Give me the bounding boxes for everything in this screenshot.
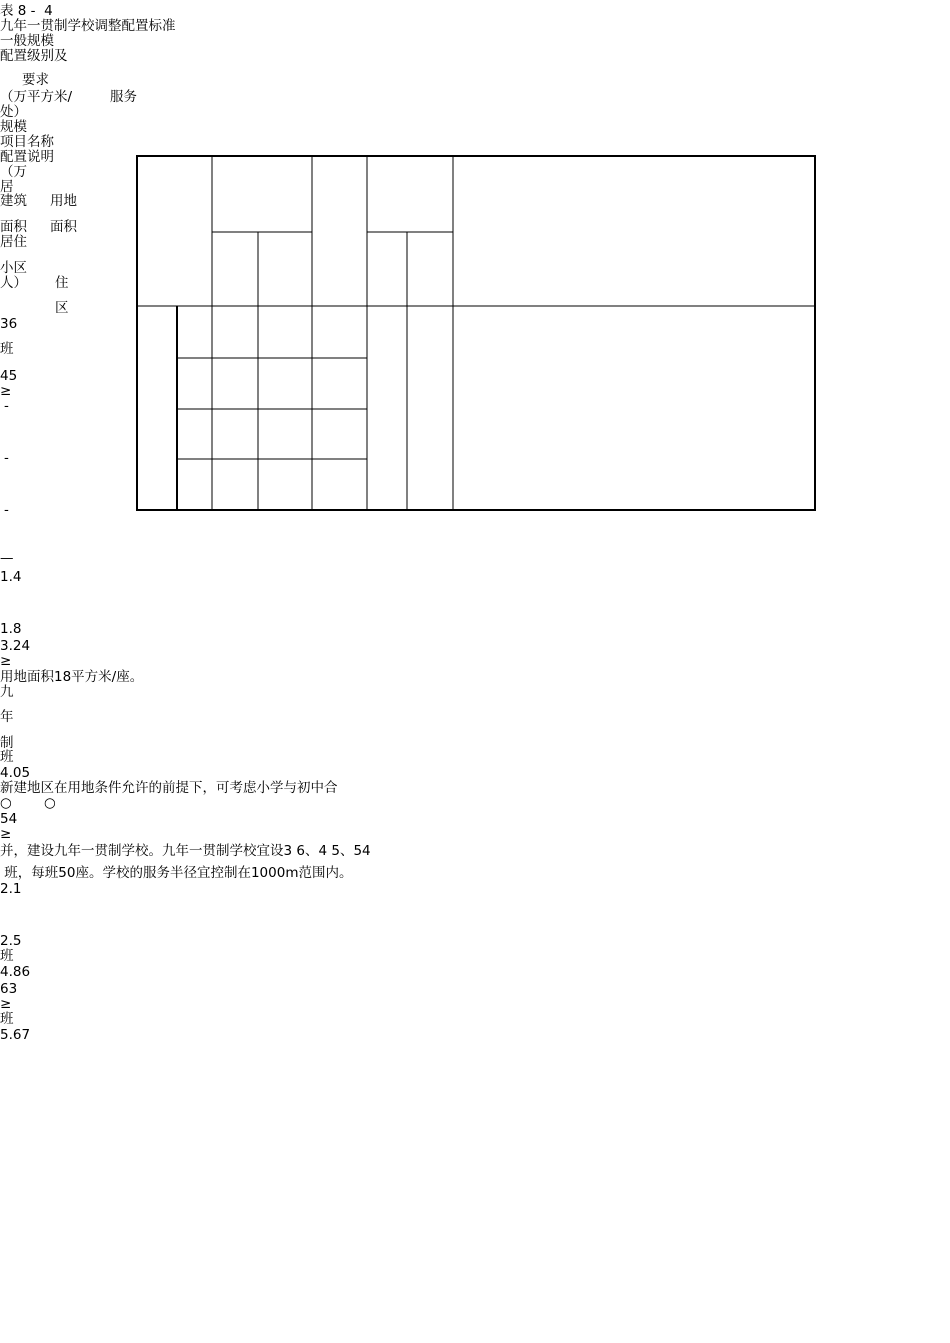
text-fragment: 面积	[0, 219, 27, 235]
text-fragment: 班	[0, 341, 14, 357]
text-fragment: 4.86	[0, 964, 31, 980]
text-fragment: 用地	[50, 193, 77, 209]
text-fragment: 人）	[0, 275, 27, 291]
text-fragment: 处）	[0, 104, 27, 120]
text-fragment: ≥	[0, 383, 12, 399]
text-fragment: 班	[0, 948, 14, 964]
text-fragment: 服务	[110, 89, 137, 105]
text-fragment: 班	[0, 749, 14, 765]
text-fragment: 居住	[0, 234, 27, 250]
text-fragment: 住	[55, 275, 69, 291]
text-fragment: 63	[0, 981, 18, 997]
text-fragment: 项目名称	[0, 134, 54, 150]
text-fragment: 配置级别及	[0, 48, 68, 64]
text-fragment: 1.4	[0, 569, 22, 585]
text-fragment: 54	[0, 811, 18, 827]
text-fragment: ○	[44, 795, 56, 811]
text-fragment: ≥	[0, 826, 12, 842]
text-fragment: 区	[55, 300, 69, 316]
text-fragment: （万平方米/	[0, 89, 73, 105]
text-fragment: —	[0, 550, 14, 566]
text-fragment: 36	[0, 316, 18, 332]
text-fragment: 并，建设九年一贯制学校。九年一贯制学校宜设3 6、4 5、54	[0, 843, 371, 859]
text-fragment: ≥	[0, 653, 12, 669]
text-fragment: 1.8	[0, 621, 22, 637]
table-number: 表 8 - 4	[0, 3, 53, 19]
text-fragment: （万	[0, 164, 27, 180]
text-fragment: 4.05	[0, 765, 31, 781]
text-fragment: -	[4, 450, 9, 466]
text-fragment: 5.67	[0, 1027, 31, 1043]
text-fragment: 居	[0, 179, 14, 195]
text-fragment: 45	[0, 368, 18, 384]
text-fragment: 九	[0, 684, 14, 700]
text-fragment: -	[4, 502, 9, 518]
text-fragment: 用地面积18平方米/座。	[0, 669, 144, 685]
text-fragment: 班，每班50座。学校的服务半径宜控制在1000m范围内。	[0, 865, 353, 881]
text-fragment: 要求	[22, 72, 49, 88]
text-fragment: 建筑	[0, 193, 27, 209]
text-fragment: 班	[0, 1011, 14, 1027]
text-fragment: 新建地区在用地条件允许的前提下，可考虑小学与初中合	[0, 780, 338, 796]
text-fragment: -	[4, 398, 9, 414]
text-fragment: 年	[0, 709, 14, 725]
text-fragment: 一般规模	[0, 33, 54, 49]
text-fragment: 面积	[50, 219, 77, 235]
text-fragment: 制	[0, 735, 14, 751]
text-fragment: ○	[0, 795, 12, 811]
text-fragment: 3.24	[0, 638, 31, 654]
text-fragment: 小区	[0, 260, 27, 276]
text-fragment: 2.5	[0, 933, 22, 949]
text-fragment: ≥	[0, 996, 12, 1012]
text-fragment: 规模	[0, 119, 27, 135]
text-fragment: 配置说明	[0, 149, 54, 165]
text-fragment: 2.1	[0, 881, 22, 897]
table-title: 九年一贯制学校调整配置标准	[0, 18, 176, 34]
